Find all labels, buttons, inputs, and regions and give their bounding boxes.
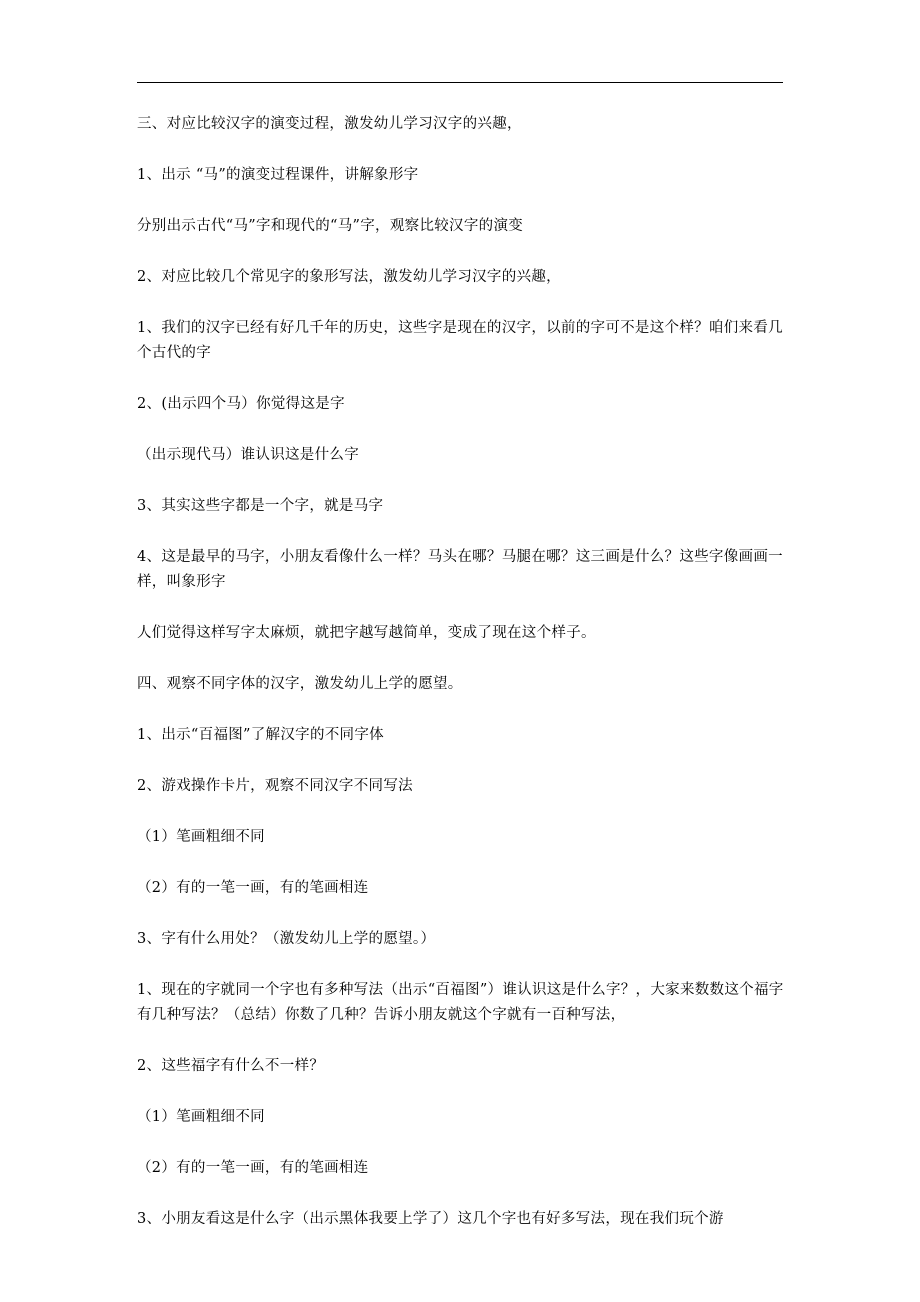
paragraph-7: （出示现代马）谁认识这是什么字: [137, 447, 359, 463]
paragraph-21: 3、小朋友看这是什么字（出示黑体我要上学了）这几个字也有好多写法，现在我们玩个游: [137, 1211, 724, 1227]
paragraph-20: （2）有的一笔一画，有的笔画相连: [137, 1160, 369, 1176]
paragraph-9: 4、这是最早的马字，小朋友看像什么一样？马头在哪？马腿在哪？这三画是什么？这些字像画画一样，叫象形字: [137, 549, 783, 590]
paragraph-1: 三、对应比较汉字的演变过程，激发幼儿学习汉字的兴趣，: [137, 116, 522, 132]
paragraph-17: 1、现在的字就同一个字也有多种写法（出示“百福图”）谁认识这是什么字？，大家来数数这个福字有几种写法？（总结）你数了几种？告诉小朋友就这个字就有一百种写法，: [137, 982, 784, 1023]
paragraph-10: 人们觉得这样写字太麻烦，就把字越写越简单，变成了现在这个样子。: [137, 625, 596, 641]
paragraph-18: 2、这些福字有什么不一样？: [137, 1058, 325, 1074]
paragraph-14: （1）笔画粗细不同: [137, 829, 265, 845]
paragraph-2: 1、出示 “马”的演变过程课件，讲解象形字: [137, 167, 419, 183]
paragraph-12: 1、出示“百福图”了解汉字的不同字体: [137, 727, 384, 743]
paragraph-11: 四、观察不同字体的汉字，激发幼儿上学的愿望。: [137, 676, 463, 692]
paragraph-3: 分别出示古代“马”字和现代的“马”字，观察比较汉字的演变: [137, 218, 524, 234]
paragraph-8: 3、其实这些字都是一个字，就是马字: [137, 498, 384, 514]
paragraph-13: 2、游戏操作卡片，观察不同汉字不同写法: [137, 778, 413, 794]
paragraph-4: 2、对应比较几个常见字的象形写法，激发幼儿学习汉字的兴趣，: [137, 269, 561, 285]
paragraph-6: 2、(出示四个马）你觉得这是字: [137, 396, 345, 412]
paragraph-19: （1）笔画粗细不同: [137, 1109, 265, 1125]
paragraph-15: （2）有的一笔一画，有的笔画相连: [137, 880, 369, 896]
header-rule: [137, 82, 783, 83]
paragraph-5: 1、我们的汉字已经有好几千年的历史，这些字是现在的汉字，以前的字可不是这个样？咱们来看几个古代的字: [137, 320, 783, 361]
document-body: [137, 112, 785, 1258]
paragraph-16: 3、字有什么用处？（激发幼儿上学的愿望。）: [137, 931, 436, 947]
